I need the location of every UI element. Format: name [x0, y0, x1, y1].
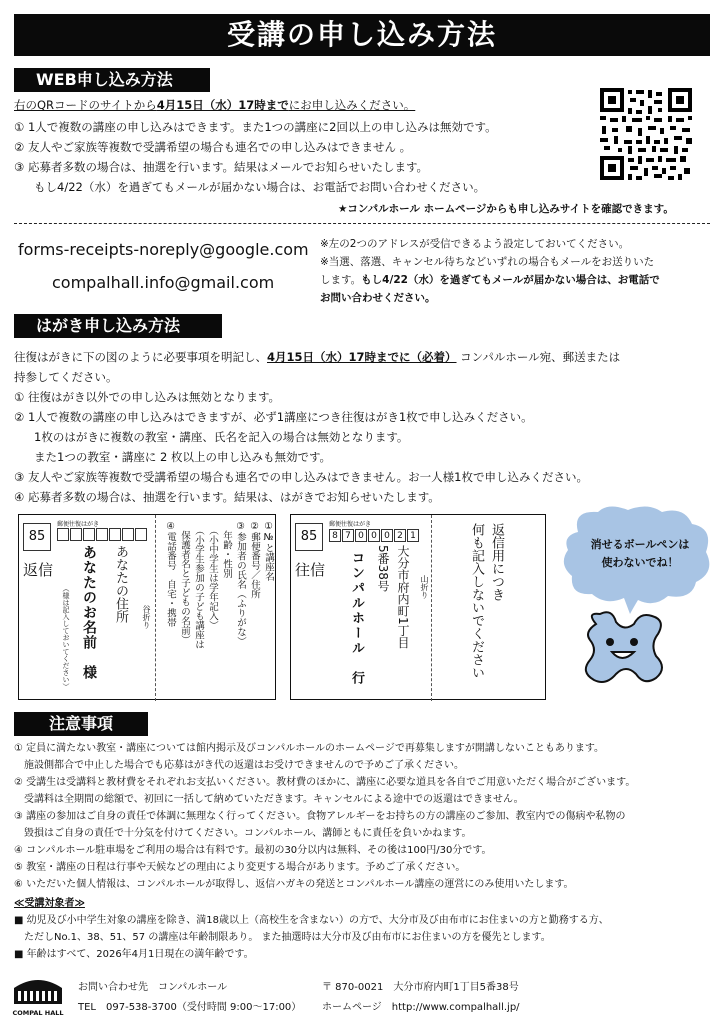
- bubble-text: [580, 536, 700, 572]
- web-intro-pre: 右のQRコードのサイトから: [14, 98, 157, 112]
- reply-note-2: 何も記入しないでください: [469, 523, 484, 679]
- note-5: ⑤ 教室・講座の日程は行事や天候などの理由により変更する場合があります。予めご了承ください。: [14, 862, 466, 873]
- zip-label: 郵便往復はがき: [57, 521, 100, 528]
- postcard-deadline: 4月15日（水）17時までに（必着）: [267, 350, 457, 364]
- target-line-1: ■ 幼児及び小中学生対象の講座を除き、満18歳以上（高校生を含まない）の方で、大分市及び由布市にお住まいの方と勤務する方、: [14, 915, 609, 926]
- stamp-box: 85: [295, 523, 323, 551]
- footer-tel: TEL 097-538-3700（受付時間 9:00～17:00）: [78, 1002, 302, 1013]
- footer-address: 〒 870-0021 大分市府内町1丁目5番38号: [322, 982, 519, 993]
- web-item-2: ② 友人やご家族等複数で受講希望の場合も連名での申し込みはできません 。: [14, 140, 412, 154]
- valley-fold-label: 谷折り: [142, 605, 151, 629]
- web-homepage-note: ★コンパルホール ホームページからも申し込みサイトを確認できます。: [338, 203, 674, 215]
- field-3b: 年齢・性別: [221, 521, 232, 578]
- speech-bubble: [558, 502, 718, 614]
- zip-code: 8 7 0 0 0 2 1: [329, 528, 420, 542]
- note-4: ④ コンパルホール駐車場をご利用の場合は有料です。最初の30分以内は無料、その後は100円/30分です。: [14, 845, 492, 856]
- address-line-2: 5番38号: [376, 545, 390, 592]
- outgoing-card: [290, 514, 546, 700]
- note-2: ② 受講生は受講料と教材費をそれぞれお支払いください。教材費のほかに、講座に必要な道具を各自でご用意いただく場合がございます。: [14, 777, 636, 788]
- fold-line: [431, 515, 432, 701]
- footer-contact: お問い合わせ先 コンパルホール: [78, 982, 228, 993]
- name-note: （様は記入しておいてください）: [62, 585, 70, 690]
- outgoing-label: 往信: [295, 561, 326, 579]
- bubble-line-2: 使わないでね！: [601, 556, 679, 569]
- target-line-2: ただしNo.1、38、51、57 の講座は年齢制限あり。 また抽選時は大分市及び由布市にお住まいの方を優先とします。: [14, 932, 551, 943]
- qr-code-icon[interactable]: [598, 86, 694, 182]
- web-intro-post: にお申し込みください。: [288, 98, 416, 112]
- recipient-name: あなたのお名前 様: [81, 545, 97, 680]
- note-1: ① 定員に満たない教室・講座については館内掲示及びコンパルホールのホームページで再募集しますが開講しないこともあります。: [14, 743, 605, 754]
- web-item-3-cont: もし4/22（水）を過ぎてもメールが届かない場合は、お電話でお問い合わせください。: [34, 180, 486, 194]
- notes-section-heading: 注意事項: [14, 712, 148, 736]
- mountain-fold-label: 山折り: [420, 575, 429, 599]
- postcard-intro: [14, 348, 620, 366]
- email-address-2[interactable]: compalhall.info@gmail.com: [52, 273, 275, 292]
- field-3d: （小学生参加の子ども講座は: [193, 521, 204, 650]
- email-note-3a: します。: [320, 274, 362, 286]
- note-3-cont: 毀損はご自身の責任で十分気を付けてください。コンパルホール、講師ともに責任を負いかねます。: [14, 828, 472, 839]
- postcard-intro-post: コンパルホール宛、郵送または: [460, 350, 621, 364]
- reply-label: 返信: [23, 561, 54, 579]
- web-item-3: ③ 応募者多数の場合は、抽選を行います。結果はメールでお知らせいたします。: [14, 160, 429, 174]
- target-line-3: ■ 年齢はすべて、2026年4月1日現在の満年齢です。: [14, 949, 254, 960]
- reply-card: [18, 514, 276, 700]
- stamp-box: 85: [23, 523, 51, 551]
- field-1: ①№と講座名: [263, 521, 274, 581]
- field-3: ③参加者の氏名（ふりがな）: [235, 521, 246, 646]
- zip-label: 郵便往復はがき: [329, 521, 372, 528]
- footer-homepage[interactable]: ホームページ http://www.compalhall.jp/: [322, 1002, 520, 1013]
- email-note-4: お問い合わせください。: [320, 292, 436, 304]
- reply-note-1: 返信用につき: [489, 523, 504, 601]
- web-item-1: ① 1人で複数の講座の申し込みはできます。また1つの講座に2回以上の申し込みは無効です。: [14, 120, 497, 134]
- email-note-1: ※左の2つのアドレスが受信できるよう設定しておいてください。: [320, 238, 630, 250]
- eraser-mascot-icon: [578, 610, 670, 688]
- recipient-address: あなたの住所: [113, 545, 128, 623]
- required-fields: [159, 521, 275, 695]
- postcard-item-2-cont-a: 1枚のはがきに複数の教室・講座、氏名を記入の場合は無効となります。: [34, 430, 409, 444]
- postcard-item-1: ① 往復はがき以外での申し込みは無効となります。: [14, 390, 281, 404]
- note-1-cont: 施設側都合で中止した場合でも応募はがき代の返還はお受けできませんので予めご了承ください。: [14, 760, 464, 771]
- compal-hall-logo: [10, 974, 66, 1016]
- field-3e: 保護者名と子どもの名前）: [179, 521, 190, 645]
- email-note-3: [320, 272, 660, 288]
- note-3: ③ 講座の参加はご自身の責任で体調に無理なく行ってください。食物アレルギーをお持ちの方の講座のご参加、教室内での傷病や私物の: [14, 811, 626, 822]
- page-title: 受講の申し込み方法: [14, 14, 710, 56]
- zip-boxes: [57, 528, 148, 544]
- web-section-heading: WEB申し込み方法: [14, 68, 210, 92]
- postcard-intro-line2: 持参してください。: [14, 370, 118, 384]
- bubble-line-1: 消せるボールペンは: [590, 538, 690, 551]
- postcard-intro-pre: 往復はがきに下の図のように必要事項を明記し、: [14, 350, 267, 364]
- email-address-1[interactable]: forms-receipts-noreply@google.com: [18, 240, 309, 259]
- recipient: コンパルホール 行: [349, 551, 364, 686]
- note-2-cont: 受講料は全期間の総額で、初回に一括して納めていただきます。キャンセルによる途中での返還はできません。: [14, 794, 524, 805]
- web-intro: [14, 96, 415, 114]
- fold-line: [155, 515, 156, 701]
- email-note-3b: もし4/22（水）を過ぎてもメールが届かない場合は、お電話で: [361, 274, 660, 286]
- postcard-section-heading: はがき申し込み方法: [14, 314, 222, 338]
- postcard-item-2: ② 1人で複数の講座の申し込みはできますが、必ず1講座につき往復はがき1枚で申し込みください。: [14, 410, 533, 424]
- address-line-1: 大分市府内町1丁目: [396, 545, 410, 649]
- field-2: ②郵便番号／住所: [249, 521, 260, 599]
- field-4: ④電話番号 自宅・携帯: [165, 521, 176, 627]
- target-heading: ≪受講対象者≫: [14, 898, 85, 909]
- web-deadline: 4月15日（水）17時まで: [156, 98, 289, 112]
- field-3c: （小中学生は学年記入）: [207, 521, 218, 631]
- postcard-item-3: ③ 友人やご家族等複数で受講希望の場合も連名での申し込みはできません。お一人様1枚で申し込みください。: [14, 470, 588, 484]
- postcard-item-4: ④ 応募者多数の場合は、抽選を行います。結果は、はがきでお知らせいたします。: [14, 490, 440, 504]
- email-note-2: ※当選、落選、キャンセル待ちなどいずれの場合もメールをお送りいた: [320, 256, 655, 268]
- logo-text: COMPAL HALL: [12, 1009, 64, 1017]
- postcard-item-2-cont-b: また1つの教室・講座に 2 枚以上の申し込みも無効です。: [34, 450, 332, 464]
- note-6: ⑥ いただいた個人情報は、コンパルホールが取得し、返信ハガキの発送とコンパルホール講座の運営にのみ使用いたします。: [14, 879, 574, 890]
- divider: [14, 223, 710, 224]
